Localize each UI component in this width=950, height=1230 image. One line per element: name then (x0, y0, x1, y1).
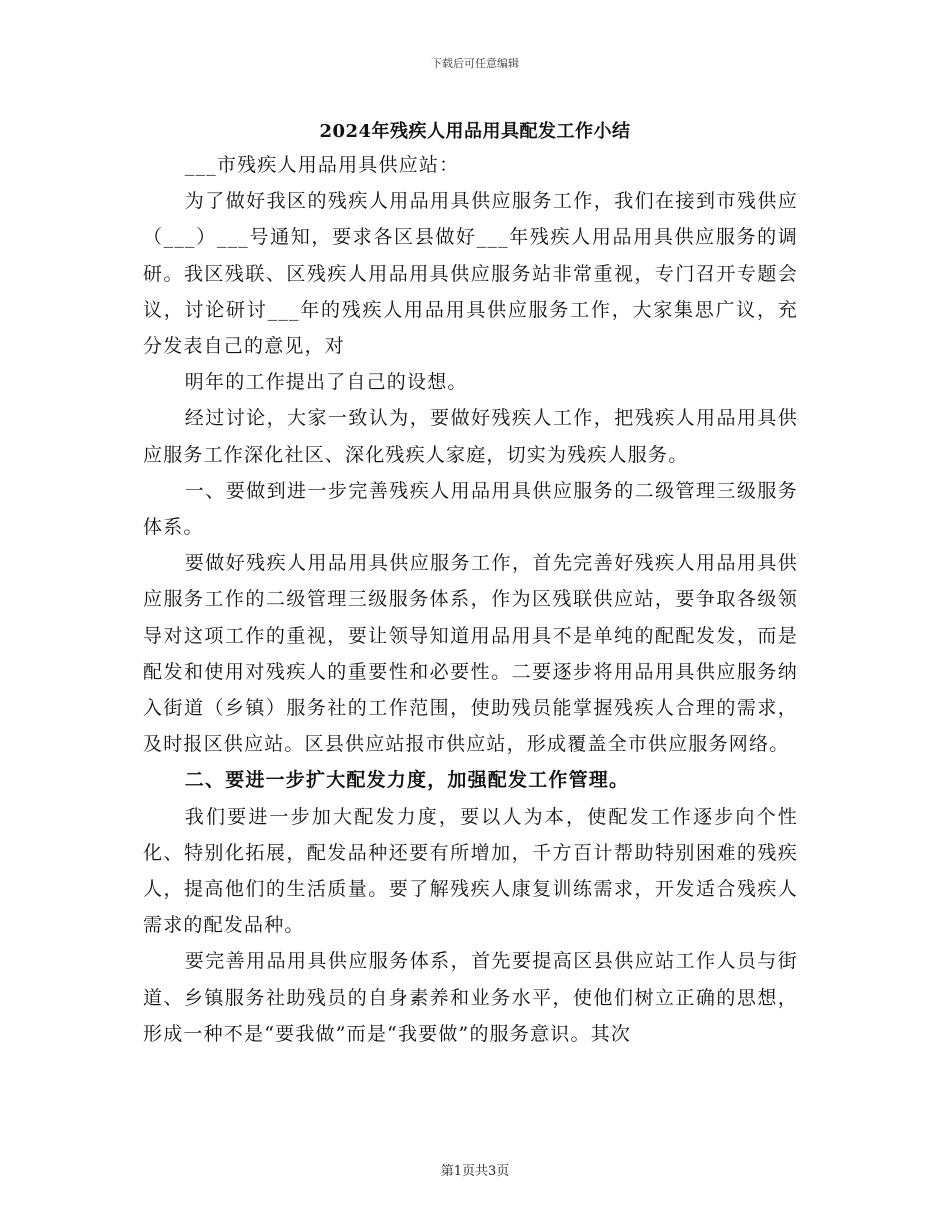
header-note: 下载后可任意编辑 (431, 57, 519, 70)
intro-paragraph: 为了做好我区的残疾人用品用具供应服务工作，我们在接到市残供应（___）___号通知，要求各区县做好___年残疾人用品用具供应服务的调研。我区残联、区残疾人用品用具供应服务站非常重视，专门召开专题会议，讨论研讨___年的残疾人用品用具供应服务工作，大家集思广议，充分发表自己的意见，对 (143, 190, 798, 358)
section-two-heading: 二、要进一步扩大配发力度，加强配发工作管理。 (184, 769, 630, 792)
section-two-body: 我们要进一步加大配发力度，要以人为本，使配发工作逐步向个性化、特别化拓展，配发品种还要有所增加，千方百计帮助特别困难的残疾人，提高他们的生活质量。要了解残疾人康复训练需求，开发适合残疾人需求的配发品种。 (143, 805, 798, 937)
section-one-body: 要做好残疾人用品用具供应服务工作，首先完善好残疾人用品用具供应服务工作的二级管理三级服务体系，作为区残联供应站，要争取各级领导对这项工作的重视，要让领导知道用品用具不是单纯的配配发发，而是配发和使用对残疾人的重要性和必要性。二要逐步将用品用具供应服务纳入街道（乡镇）服务社的工作范围，使助残员能掌握残疾人合理的需求，及时报区供应站。区县供应站报市供应站，形成覆盖全市供应服务网络。 (143, 552, 798, 756)
intro-continuation-paragraph: 明年的工作提出了自己的设想。 (184, 371, 468, 394)
section-two-body-continued: 要完善用品用具供应服务体系，首先要提高区县供应站工作人员与街道、乡镇服务社助残员的自身素养和业务水平，使他们树立正确的思想，形成一种不是“要我做”而是“我要做”的服务意识。其次 (143, 950, 798, 1045)
consensus-paragraph: 经过讨论，大家一致认为，要做好残疾人工作，把残疾人用品用具供应服务工作深化社区、深化残疾人家庭，切实为残疾人服务。 (143, 407, 798, 466)
salutation-paragraph: ___市残疾人用品用具供应站： (184, 154, 460, 176)
document-title: 2024年残疾人用品用具配发工作小结 (319, 121, 631, 142)
page-footer: 第1页共3页 (440, 1164, 510, 1179)
document-body (143, 147, 798, 1052)
section-one-heading: 一、要做到进一步完善残疾人用品用具供应服务的二级管理三级服务体系。 (143, 479, 798, 539)
